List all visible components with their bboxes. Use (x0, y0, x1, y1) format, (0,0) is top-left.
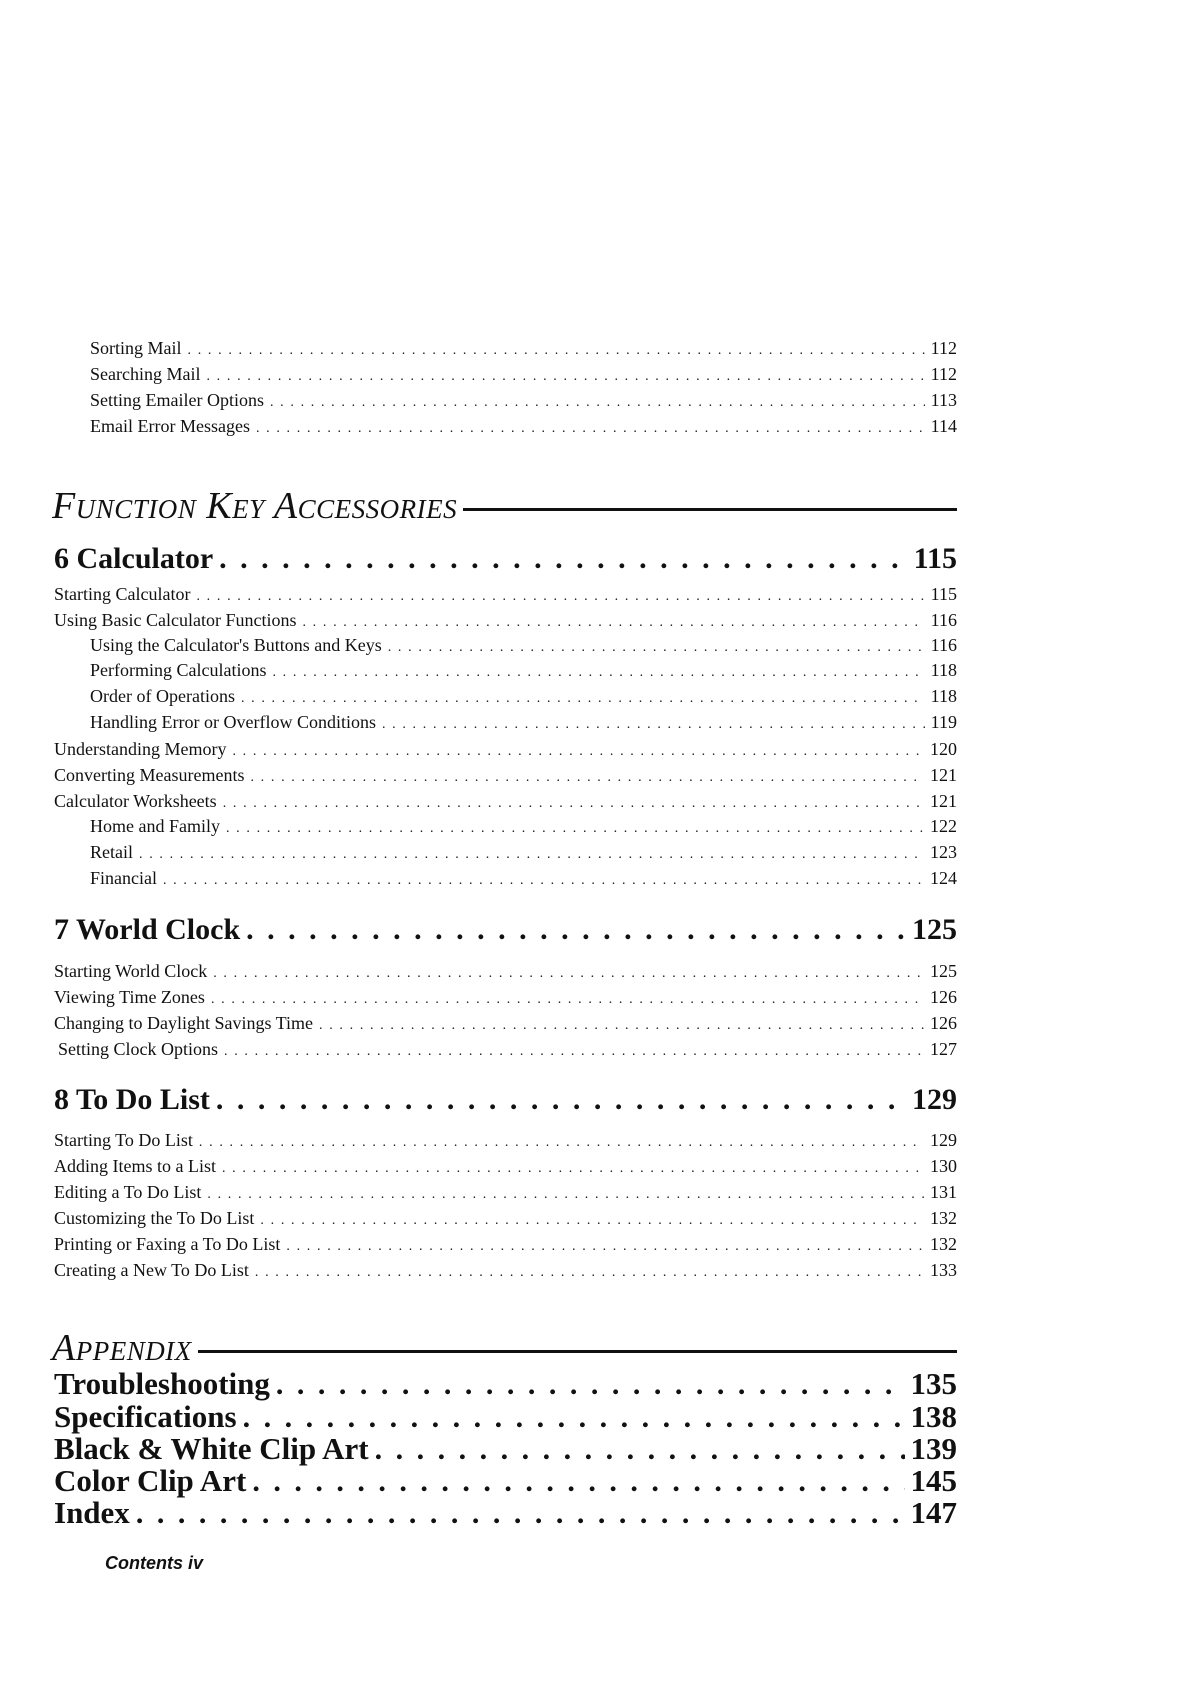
entry-label: Starting World Clock (54, 961, 208, 981)
entry-label: Changing to Daylight Savings Time (54, 1013, 314, 1033)
entry-label: Printing or Faxing a To Do List (54, 1234, 281, 1254)
toc-entry[interactable] (54, 739, 957, 763)
entry-page: 124 (930, 868, 957, 888)
toc-entry[interactable] (54, 1130, 957, 1154)
entry-page: 114 (930, 416, 957, 436)
entry-page: 116 (930, 635, 957, 655)
dot-leader (375, 1433, 905, 1467)
chapter-page: 125 (912, 913, 957, 946)
section-heading-appendix (52, 1326, 957, 1370)
entry-page: 126 (930, 1013, 957, 1033)
appendix-entry[interactable] (54, 1463, 957, 1497)
section-rule (463, 508, 957, 511)
section-title: Appendix (52, 1327, 192, 1369)
appendix-label: Color Clip Art (54, 1463, 247, 1498)
toc-entry[interactable] (54, 1013, 957, 1037)
entry-label: Starting Calculator (54, 584, 191, 604)
toc-entry[interactable] (90, 686, 957, 710)
toc-entry[interactable] (90, 364, 957, 388)
dot-leader (256, 421, 925, 437)
dot-leader (260, 1213, 924, 1229)
dot-leader (226, 821, 924, 837)
appendix-page: 147 (910, 1495, 957, 1530)
entry-page: 132 (930, 1208, 957, 1228)
appendix-entry[interactable] (54, 1366, 957, 1400)
dot-leader (219, 542, 908, 576)
appendix-entry[interactable] (54, 1399, 957, 1433)
dot-leader (276, 1368, 905, 1402)
toc-entry[interactable] (54, 961, 957, 985)
dot-leader (136, 1497, 905, 1531)
appendix-page: 139 (910, 1431, 957, 1466)
dot-leader (252, 1465, 904, 1499)
dot-leader (222, 1161, 924, 1177)
chapter-title: 7 World Clock (54, 913, 241, 946)
entry-label: Creating a New To Do List (54, 1260, 249, 1280)
dot-leader (302, 615, 924, 631)
entry-page: 130 (930, 1156, 957, 1176)
toc-entry[interactable] (90, 842, 957, 866)
toc-entry[interactable] (90, 660, 957, 684)
dot-leader (388, 640, 925, 656)
entry-label: Handling Error or Overflow Conditions (90, 712, 376, 732)
appendix-page: 138 (910, 1399, 957, 1434)
entry-label: Performing Calculations (90, 660, 267, 680)
dot-leader (246, 913, 906, 947)
dot-leader (232, 744, 924, 760)
dot-leader (250, 770, 924, 786)
toc-entry[interactable] (90, 338, 957, 362)
chapter-heading[interactable] (54, 913, 957, 953)
entry-page: 121 (930, 791, 957, 811)
entry-page: 115 (930, 584, 957, 604)
page-footer: Contents iv (105, 1553, 204, 1573)
entry-label: Home and Family (90, 816, 220, 836)
dot-leader (206, 369, 924, 385)
toc-entry[interactable] (54, 791, 957, 815)
toc-entry[interactable] (54, 1260, 957, 1284)
appendix-label: Specifications (54, 1399, 237, 1434)
entry-page: 132 (930, 1234, 957, 1254)
entry-label: Retail (90, 842, 133, 862)
entry-page: 116 (930, 610, 957, 630)
entry-page: 119 (930, 712, 957, 732)
entry-page: 118 (930, 686, 957, 706)
section-rule (198, 1350, 957, 1353)
entry-page: 120 (930, 739, 957, 759)
toc-entry[interactable] (54, 1208, 957, 1232)
toc-entry[interactable] (90, 416, 957, 440)
entry-page: 118 (930, 660, 957, 680)
dot-leader (163, 873, 924, 889)
dot-leader (243, 1401, 905, 1435)
section-heading-function-keys (52, 484, 957, 528)
dot-leader (211, 992, 924, 1008)
toc-entry[interactable] (90, 712, 957, 736)
appendix-page: 135 (910, 1366, 957, 1401)
entry-label: Order of Operations (90, 686, 235, 706)
appendix-entry[interactable] (54, 1431, 957, 1465)
appendix-label: Index (54, 1495, 130, 1530)
entry-label: Email Error Messages (90, 416, 250, 436)
chapter-heading[interactable] (54, 1083, 957, 1123)
dot-leader (223, 796, 924, 812)
section-title: Function Key Accessories (52, 485, 458, 527)
entry-label: Customizing the To Do List (54, 1208, 255, 1228)
entry-label: Viewing Time Zones (54, 987, 205, 1007)
dot-leader (224, 1044, 924, 1060)
entry-page: 131 (930, 1182, 957, 1202)
toc-entry[interactable] (54, 765, 957, 789)
dot-leader (382, 717, 925, 733)
dot-leader (255, 1265, 924, 1281)
entry-label: Editing a To Do List (54, 1182, 202, 1202)
dot-leader (207, 1187, 924, 1203)
entry-page: 113 (930, 390, 957, 410)
toc-entry[interactable] (90, 390, 957, 414)
toc-entry[interactable] (54, 584, 957, 608)
dot-leader (139, 847, 924, 863)
dot-leader (199, 1135, 924, 1151)
chapter-title: 6 Calculator (54, 542, 214, 575)
dot-leader (241, 691, 925, 707)
entry-label: Setting Clock Options (58, 1039, 219, 1059)
chapter-title: 8 To Do List (54, 1083, 210, 1116)
dot-leader (216, 1083, 906, 1117)
dot-leader (319, 1018, 924, 1034)
dot-leader (188, 343, 925, 359)
appendix-label: Black & White Clip Art (54, 1431, 369, 1466)
entry-label: Using Basic Calculator Functions (54, 610, 297, 630)
entry-page: 121 (930, 765, 957, 785)
entry-label: Searching Mail (90, 364, 201, 384)
appendix-label: Troubleshooting (54, 1366, 270, 1401)
chapter-heading[interactable] (54, 542, 957, 582)
toc-entry[interactable] (54, 1182, 957, 1206)
entry-page: 125 (930, 961, 957, 981)
entry-label: Sorting Mail (90, 338, 182, 358)
entry-label: Financial (90, 868, 157, 888)
toc-entry[interactable] (90, 635, 957, 659)
appendix-entry[interactable] (54, 1495, 957, 1529)
toc-entry[interactable] (54, 1234, 957, 1258)
entry-page: 112 (930, 338, 957, 358)
entry-page: 127 (930, 1039, 957, 1059)
toc-entry[interactable] (58, 1039, 957, 1063)
toc-entry[interactable] (54, 1156, 957, 1180)
toc-entry[interactable] (90, 868, 957, 892)
chapter-page: 115 (913, 542, 957, 575)
entry-label: Adding Items to a List (54, 1156, 216, 1176)
toc-entry[interactable] (54, 987, 957, 1011)
entry-page: 126 (930, 987, 957, 1007)
toc-entry[interactable] (90, 816, 957, 840)
dot-leader (270, 395, 925, 411)
entry-label: Using the Calculator's Buttons and Keys (90, 635, 382, 655)
entry-page: 123 (930, 842, 957, 862)
entry-page: 122 (930, 816, 957, 836)
entry-page: 112 (930, 364, 957, 384)
entry-label: Starting To Do List (54, 1130, 193, 1150)
toc-entry[interactable] (54, 610, 957, 634)
entry-label: Setting Emailer Options (90, 390, 264, 410)
entry-label: Understanding Memory (54, 739, 227, 759)
entry-page: 133 (930, 1260, 957, 1280)
chapter-page: 129 (912, 1083, 957, 1116)
dot-leader (213, 966, 924, 982)
entry-page: 129 (930, 1130, 957, 1150)
entry-label: Calculator Worksheets (54, 791, 217, 811)
appendix-page: 145 (910, 1463, 957, 1498)
dot-leader (196, 589, 924, 605)
dot-leader (272, 665, 924, 681)
entry-label: Converting Measurements (54, 765, 245, 785)
dot-leader (286, 1239, 924, 1255)
